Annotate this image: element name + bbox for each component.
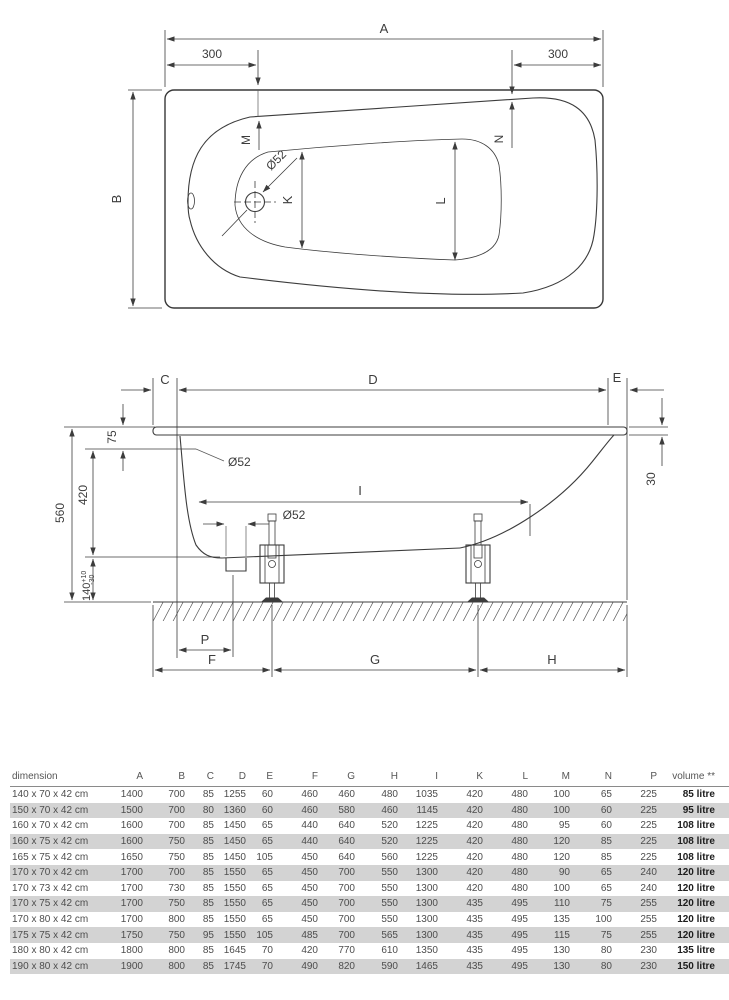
cell-e: 105 — [256, 851, 273, 863]
cell-g: 700 — [338, 867, 355, 879]
tub-right-wall — [460, 435, 614, 548]
cell-volume: 120 litre — [677, 914, 715, 926]
cell-volume: 85 litre — [682, 789, 715, 801]
cell-b: 750 — [168, 898, 185, 910]
col-header-i: I — [435, 770, 438, 782]
cell-h: 550 — [381, 867, 398, 879]
cell-h: 560 — [381, 851, 398, 863]
cell-m: 100 — [553, 789, 570, 801]
cell-dimension: 150 x 70 x 42 cm — [12, 804, 89, 816]
cell-a: 1600 — [120, 820, 143, 832]
cell-l: 495 — [511, 914, 528, 926]
dim-label-c: C — [160, 372, 170, 387]
cell-g: 700 — [338, 914, 355, 926]
cell-d: 1450 — [223, 851, 246, 863]
cell-i: 1300 — [415, 898, 438, 910]
cell-l: 495 — [511, 929, 528, 941]
tub-bottom — [222, 548, 460, 558]
cell-i: 1225 — [415, 836, 438, 848]
cell-c: 85 — [202, 898, 214, 910]
col-header-volume: volume ** — [672, 770, 715, 782]
col-header-k: K — [476, 770, 483, 782]
cell-c: 85 — [202, 820, 214, 832]
cell-a: 1600 — [120, 836, 143, 848]
cell-volume: 108 litre — [677, 820, 715, 832]
cell-p: 240 — [640, 867, 657, 879]
col-header-b: B — [178, 770, 185, 782]
col-header-f: F — [311, 770, 318, 782]
cell-f: 450 — [301, 914, 318, 926]
col-header-h: H — [390, 770, 398, 782]
dim-label-m: M — [239, 135, 253, 145]
cell-g: 580 — [338, 804, 355, 816]
dim-label-p: P — [200, 632, 210, 647]
top-view — [109, 21, 603, 308]
cell-n: 85 — [600, 851, 612, 863]
cell-p: 255 — [640, 898, 657, 910]
cell-d: 1645 — [223, 945, 246, 957]
cell-c: 85 — [202, 945, 214, 957]
cell-h: 480 — [381, 789, 398, 801]
cell-f: 420 — [301, 945, 318, 957]
cell-n: 85 — [600, 836, 612, 848]
drain-tube — [226, 558, 246, 571]
cell-h: 520 — [381, 820, 398, 832]
cell-e: 65 — [261, 882, 273, 894]
cell-b: 800 — [168, 945, 185, 957]
tub-inner-rim — [188, 98, 597, 295]
cell-volume: 108 litre — [677, 851, 715, 863]
cell-h: 550 — [381, 914, 398, 926]
cell-f: 440 — [301, 820, 318, 832]
cell-h: 610 — [381, 945, 398, 957]
cell-c: 85 — [202, 789, 214, 801]
cell-i: 1225 — [415, 851, 438, 863]
cell-b: 750 — [168, 929, 185, 941]
cell-f: 460 — [301, 804, 318, 816]
cell-volume: 120 litre — [677, 867, 715, 879]
cell-g: 770 — [338, 945, 355, 957]
cell-d: 1255 — [223, 789, 246, 801]
col-header-p: P — [650, 770, 657, 782]
dim-label-g: G — [369, 652, 381, 667]
cell-h: 550 — [381, 898, 398, 910]
drain-diameter-label: Ø52 — [263, 147, 290, 174]
drain-leader-tail — [222, 210, 247, 236]
cell-l: 480 — [511, 789, 528, 801]
cell-g: 640 — [338, 836, 355, 848]
cell-m: 120 — [553, 851, 570, 863]
cell-c: 85 — [202, 836, 214, 848]
cell-m: 90 — [558, 867, 570, 879]
dim-label-h: H — [547, 652, 557, 667]
cell-e: 60 — [261, 804, 273, 816]
cell-h: 520 — [381, 836, 398, 848]
cell-m: 100 — [553, 804, 570, 816]
cell-dimension: 190 x 80 x 42 cm — [12, 960, 89, 972]
cell-d: 1745 — [223, 960, 246, 972]
cell-c: 85 — [202, 867, 214, 879]
cell-volume: 120 litre — [677, 898, 715, 910]
cell-e: 65 — [261, 898, 273, 910]
dim-label-30: 30 — [644, 472, 658, 486]
dim-label-d: D — [368, 372, 378, 387]
cell-f: 460 — [301, 789, 318, 801]
cell-m: 120 — [553, 836, 570, 848]
cell-e: 65 — [261, 867, 273, 879]
cell-l: 480 — [511, 804, 528, 816]
col-header-l: L — [522, 770, 528, 782]
cell-g: 640 — [338, 851, 355, 863]
cell-dimension: 170 x 75 x 42 cm — [12, 898, 89, 910]
col-header-a: A — [136, 770, 143, 782]
cell-d: 1550 — [223, 929, 246, 941]
cell-h: 460 — [381, 804, 398, 816]
cell-d: 1550 — [223, 898, 246, 910]
dim-label-300-right: 300 — [547, 47, 569, 61]
cell-l: 480 — [511, 836, 528, 848]
cell-m: 100 — [553, 882, 570, 894]
cell-d: 1450 — [223, 820, 246, 832]
cell-h: 550 — [381, 882, 398, 894]
cell-b: 750 — [168, 851, 185, 863]
table-row — [10, 865, 729, 881]
cell-l: 480 — [511, 882, 528, 894]
cell-k: 420 — [466, 882, 483, 894]
cell-g: 700 — [338, 898, 355, 910]
cell-volume: 150 litre — [677, 960, 715, 972]
cell-i: 1035 — [415, 789, 438, 801]
dim-label-i: I — [358, 483, 362, 498]
cell-dimension: 140 x 70 x 42 cm — [12, 789, 89, 801]
cell-dimension: 165 x 75 x 42 cm — [12, 851, 89, 863]
cell-g: 700 — [338, 929, 355, 941]
foot-base — [261, 598, 283, 603]
cell-k: 435 — [466, 960, 483, 972]
cell-p: 230 — [640, 945, 657, 957]
col-header-c: C — [206, 770, 214, 782]
cell-e: 70 — [261, 945, 273, 957]
cell-e: 60 — [261, 789, 273, 801]
cell-dimension: 170 x 73 x 42 cm — [12, 882, 89, 894]
cell-a: 1700 — [120, 867, 143, 879]
cell-i: 1350 — [415, 945, 438, 957]
cell-b: 700 — [168, 804, 185, 816]
cell-p: 225 — [640, 836, 657, 848]
cell-k: 435 — [466, 929, 483, 941]
dimension-table — [10, 766, 729, 974]
table-row — [10, 787, 729, 803]
cell-b: 700 — [168, 820, 185, 832]
adjustable-foot-left — [260, 514, 284, 602]
cell-i: 1300 — [415, 882, 438, 894]
col-header-n: N — [604, 770, 612, 782]
cell-d: 1550 — [223, 882, 246, 894]
table-row — [10, 896, 729, 912]
cell-b: 700 — [168, 789, 185, 801]
cell-c: 85 — [202, 960, 214, 972]
cell-volume: 120 litre — [677, 929, 715, 941]
cell-f: 450 — [301, 867, 318, 879]
cell-i: 1225 — [415, 820, 438, 832]
cell-b: 730 — [168, 882, 185, 894]
cell-k: 435 — [466, 945, 483, 957]
cell-m: 130 — [553, 945, 570, 957]
dim-label-n: N — [492, 134, 506, 144]
cell-a: 1650 — [120, 851, 143, 863]
cell-k: 435 — [466, 898, 483, 910]
cell-dimension: 160 x 70 x 42 cm — [12, 820, 89, 832]
cell-dimension: 180 x 80 x 42 cm — [12, 945, 89, 957]
cell-a: 1900 — [120, 960, 143, 972]
cell-k: 420 — [466, 867, 483, 879]
cell-b: 700 — [168, 867, 185, 879]
cell-b: 800 — [168, 914, 185, 926]
cell-a: 1700 — [120, 898, 143, 910]
cell-a: 1500 — [120, 804, 143, 816]
cell-a: 1750 — [120, 929, 143, 941]
tub-left-wall — [180, 436, 222, 558]
cell-e: 65 — [261, 914, 273, 926]
cell-p: 225 — [640, 804, 657, 816]
table-body — [10, 787, 729, 975]
cell-d: 1550 — [223, 914, 246, 926]
cell-f: 485 — [301, 929, 318, 941]
dim-label-75: 75 — [105, 430, 119, 444]
cell-f: 450 — [301, 882, 318, 894]
cell-l: 495 — [511, 960, 528, 972]
cell-n: 80 — [600, 960, 612, 972]
cell-b: 800 — [168, 960, 185, 972]
cell-a: 1400 — [120, 789, 143, 801]
cell-p: 225 — [640, 789, 657, 801]
dim-label-a: A — [379, 21, 389, 36]
cell-p: 225 — [640, 820, 657, 832]
cell-p: 225 — [640, 851, 657, 863]
cell-dimension: 170 x 80 x 42 cm — [12, 914, 89, 926]
cell-i: 1300 — [415, 914, 438, 926]
cell-l: 480 — [511, 851, 528, 863]
table-header-row — [10, 766, 729, 787]
cell-h: 590 — [381, 960, 398, 972]
cell-a: 1700 — [120, 914, 143, 926]
side-view — [53, 370, 668, 677]
cell-i: 1300 — [415, 929, 438, 941]
cell-n: 100 — [595, 914, 612, 926]
cell-n: 65 — [600, 867, 612, 879]
cell-a: 1700 — [120, 882, 143, 894]
cell-k: 420 — [466, 789, 483, 801]
cell-l: 480 — [511, 820, 528, 832]
cell-f: 490 — [301, 960, 318, 972]
cell-volume: 135 litre — [677, 945, 715, 957]
cell-p: 240 — [640, 882, 657, 894]
cell-dimension: 175 x 75 x 42 cm — [12, 929, 89, 941]
col-header-e: E — [266, 770, 273, 782]
col-header-dimension: dimension — [12, 770, 58, 782]
cell-n: 75 — [600, 898, 612, 910]
cell-k: 420 — [466, 851, 483, 863]
dim-label-f: F — [208, 652, 216, 667]
tub-outer-outline — [165, 90, 603, 308]
cell-g: 700 — [338, 882, 355, 894]
cell-d: 1360 — [223, 804, 246, 816]
cell-l: 480 — [511, 867, 528, 879]
table-row — [10, 912, 729, 928]
cell-l: 495 — [511, 898, 528, 910]
adjustable-foot-right — [466, 514, 490, 602]
cell-i: 1145 — [416, 804, 438, 816]
col-header-g: G — [347, 770, 355, 782]
dim-label-560: 560 — [53, 502, 67, 524]
ground-hatch — [153, 603, 627, 622]
cell-d: 1550 — [223, 867, 246, 879]
cell-n: 65 — [600, 789, 612, 801]
cell-k: 420 — [466, 820, 483, 832]
cell-n: 80 — [600, 945, 612, 957]
table-row — [10, 818, 729, 834]
cell-e: 65 — [261, 836, 273, 848]
cell-g: 820 — [338, 960, 355, 972]
cell-b: 750 — [168, 836, 185, 848]
overflow-leader-line — [196, 449, 224, 461]
overflow-diameter-label: Ø52 — [228, 455, 251, 469]
table-row — [10, 959, 729, 975]
dim-label-b: B — [109, 194, 124, 204]
cell-h: 565 — [381, 929, 398, 941]
cell-c: 85 — [202, 851, 214, 863]
cell-p: 230 — [640, 960, 657, 972]
cell-g: 460 — [338, 789, 355, 801]
table-row — [10, 881, 729, 897]
cell-volume: 108 litre — [677, 836, 715, 848]
cell-g: 640 — [338, 820, 355, 832]
cell-c: 95 — [202, 929, 214, 941]
tub-rim-flange — [153, 427, 627, 435]
dim-label-l: L — [433, 197, 448, 205]
cell-n: 60 — [600, 804, 612, 816]
cell-m: 135 — [553, 914, 570, 926]
cell-i: 1465 — [415, 960, 438, 972]
cell-n: 75 — [600, 929, 612, 941]
cell-d: 1450 — [223, 836, 246, 848]
table-row — [10, 927, 729, 943]
cell-volume: 120 litre — [677, 882, 715, 894]
cell-k: 420 — [466, 836, 483, 848]
table-row — [10, 834, 729, 850]
dim-label-140-tolerance: $140^{+10}-30$ — [81, 570, 96, 601]
cell-volume: 95 litre — [682, 804, 715, 816]
cell-e: 65 — [261, 820, 273, 832]
cell-k: 420 — [466, 804, 483, 816]
dim-label-420: 420 — [76, 484, 90, 506]
table-row — [10, 803, 729, 819]
dim-label-300-left: 300 — [201, 47, 223, 61]
cell-dimension: 160 x 75 x 42 cm — [12, 836, 89, 848]
cell-m: 110 — [554, 898, 570, 910]
cell-i: 1300 — [415, 867, 438, 879]
cell-p: 255 — [640, 929, 657, 941]
cell-n: 65 — [600, 882, 612, 894]
cell-f: 450 — [301, 851, 318, 863]
cell-a: 1800 — [120, 945, 143, 957]
cell-m: 130 — [553, 960, 570, 972]
cell-p: 255 — [640, 914, 657, 926]
cell-m: 95 — [558, 820, 570, 832]
cell-c: 80 — [202, 804, 214, 816]
col-header-m: M — [561, 770, 570, 782]
table-row — [10, 849, 729, 865]
cell-c: 85 — [202, 882, 214, 894]
cell-e: 105 — [256, 929, 273, 941]
foot-base — [467, 598, 489, 603]
cell-dimension: 170 x 70 x 42 cm — [12, 867, 89, 879]
cell-m: 115 — [554, 929, 570, 941]
cell-n: 60 — [600, 820, 612, 832]
cell-e: 70 — [261, 960, 273, 972]
cell-c: 85 — [202, 914, 214, 926]
cell-f: 440 — [301, 836, 318, 848]
dim-label-e: E — [612, 370, 622, 385]
cell-k: 435 — [466, 914, 483, 926]
cell-l: 495 — [511, 945, 528, 957]
col-header-d: D — [238, 770, 246, 782]
table-row — [10, 943, 729, 959]
side-drain-diameter-label: Ø52 — [282, 508, 306, 522]
cell-f: 450 — [301, 898, 318, 910]
dim-label-k: K — [280, 195, 295, 205]
